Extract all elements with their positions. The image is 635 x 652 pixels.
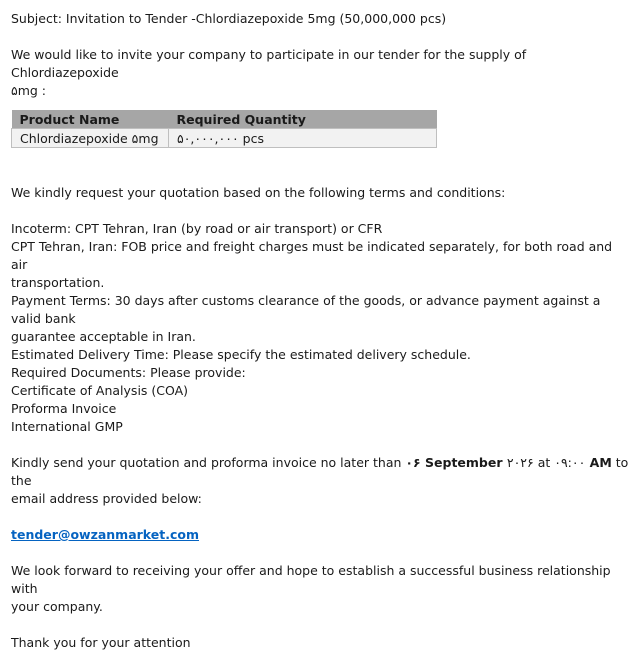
email-link[interactable]: tender@owzanmarket.com [11, 527, 200, 542]
document-item: Certificate of Analysis (COA) [11, 383, 189, 398]
product-table [11, 110, 437, 148]
closing-text: We look forward to receiving your offer and hope to establish a successful business relationship with [11, 563, 611, 596]
intro-text-cont: ۵mg : [11, 83, 47, 98]
closing-text-cont: your company. [11, 599, 103, 614]
deadline-text-cont: email address provided below: [11, 491, 202, 506]
subject-line: Subject: Invitation to Tender -Chlordiazepoxide 5mg (50,000,000 pcs) [11, 11, 447, 26]
delivery-time-text: Estimated Delivery Time: Please specify the estimated delivery schedule. [11, 347, 471, 362]
payment-terms-text: Payment Terms: 30 days after customs clearance of the goods, or advance payment against a valid bank [11, 293, 601, 326]
deadline-day: ۰۶ [405, 455, 421, 470]
deadline-year: ۲۰۲۶ [506, 455, 534, 470]
header-product-name: Product Name [12, 110, 169, 129]
incoterm-text: Incoterm: CPT Tehran, Iran (by road or air transport) or CFR [11, 221, 383, 236]
deadline-text: Kindly send your quotation and proforma invoice no later than ۰۶ September ۲۰۲۶ at ۰۹:۰۰ AM to the [11, 455, 629, 488]
required-documents-text: Required Documents: Please provide: [11, 365, 246, 380]
deadline-month: September [420, 455, 507, 470]
table-header-row [12, 110, 437, 129]
header-required-quantity: Required Quantity [169, 110, 437, 129]
cell-quantity: ۵۰,۰۰۰,۰۰۰ pcs [169, 129, 437, 148]
deadline-time: ۰۹:۰۰ [554, 455, 586, 470]
cell-product-name: Chlordiazepoxide ۵mg [12, 129, 169, 148]
table-row [12, 129, 437, 148]
document-item: International GMP [11, 419, 123, 434]
terms-intro: We kindly request your quotation based on the following terms and conditions: [11, 185, 506, 200]
cpt-text: CPT Tehran, Iran: FOB price and freight charges must be indicated separately, for both road and air [11, 239, 613, 272]
cpt-text-cont: transportation. [11, 275, 105, 290]
payment-terms-text-cont: guarantee acceptable in Iran. [11, 329, 196, 344]
thanks-text: Thank you for your attention [11, 635, 191, 650]
deadline-ampm: AM [585, 455, 612, 470]
intro-text: We would like to invite your company to participate in our tender for the supply of Chlordiazepoxide [11, 47, 527, 80]
document-item: Proforma Invoice [11, 401, 117, 416]
email-body [11, 10, 631, 652]
